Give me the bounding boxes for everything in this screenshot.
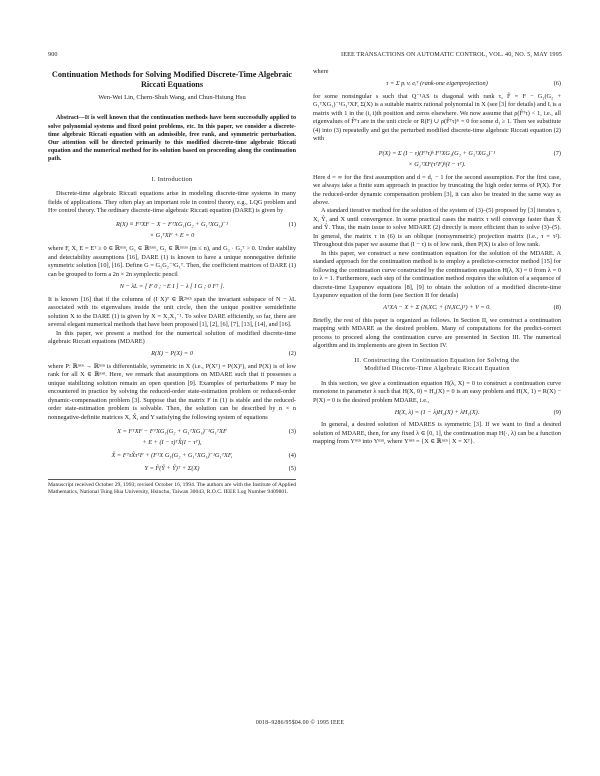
paper-title: Continuation Methods for Solving Modified Discrete-Time Algebraic Riccati Equations xyxy=(51,70,293,89)
equation-9-number: (9) xyxy=(553,408,561,416)
equation-4-body: X̂ = FᵀτX̂τᵀF + (FᵀX G₁(G₂ + G₁ᵀXG₁)⁻¹G₁ᵀXF, xyxy=(111,452,233,460)
equation-1-line-2: × G₁ᵀXF + E = 0 xyxy=(149,232,195,240)
equation-8 xyxy=(313,304,561,312)
equation-3-number: (3) xyxy=(288,428,296,436)
section-heading-2-line-1: II. Constructing the Continuation Equation for Solving the xyxy=(354,356,520,364)
section-2-paragraph-1: In this section, we give a continuation equation H(λ, X) = 0 to construct a continuation curve monotone in parameter λ such that H(X, 0) = H₀(X) = 0 is an easy problem and H(X, 1) = R(X) − P(X) = 0 is the desired problem MDARE, i.e., xyxy=(313,379,561,404)
body-paragraph-6: for some nonsingular s such that Q⁻¹AS is diagonal with rank τ, F̂ = F − G₁(G₂ + G₁ᵀXG₁)⁻¹G₁ᵀXF, Σ(X) is a suitable matrix rational polynomial in X (see [3] for details) and Iᵢ is a matrix with 1 in the (i, i)th position and zeros elsewhere. We now assume that ρ(F̂ᵀτ) < 1, i.e., all eigenvalues of F̂ᵀτ are in the unit circle or R(F) ∪ ρ(F̂ᵀτ)ᴷ = 0 for some d₁ ≥ 1. Then we substitute (4) into (3) repeatedly and get the perturbed modified discrete-time algebraic Riccati equation (2) with xyxy=(313,92,561,143)
equation-7-number: (7) xyxy=(553,149,561,157)
equation-2-body: R(X) − P(X) = 0 xyxy=(151,350,193,358)
equation-5-number: (5) xyxy=(288,464,296,472)
equation-8-number: (8) xyxy=(553,304,561,312)
symplectic-pencil-equation: N − λL = [ F 0 ; −E I ] − λ [ I G ; 0 Fᵀ ]. xyxy=(119,283,225,291)
footnote: Manuscript received October 29, 1993; revised October 16, 1994. The authors are with the Institute of Applied Mathematics, National Tsing Hua University, Hsinchu, Taiwan 30043, R.O.C. IEEE Log Number 9409801. xyxy=(48,479,296,497)
left-column xyxy=(48,68,296,497)
running-header: IEEE TRANSACTIONS ON AUTOMATIC CONTROL, VOL. 40, NO. 5, MAY 1995 xyxy=(341,51,562,58)
equation-3 xyxy=(48,426,296,448)
section-heading-2-line-2: Modified Discrete-Time Algebraic Riccati Equation xyxy=(364,365,510,373)
authors: Wen-Wei Lin, Chern-Shuh Wang, and Chun-Hsiung Hsu xyxy=(98,94,246,101)
body-paragraph-9: In this paper, we construct a new continuation equation for the solution of the MDARE. A standard approach for the continuation method is to employ a predictor-corrector method [15] for following the continuation curve constructed by the continuation equation H(λ, X) = 0 from λ = 0 to λ = 1. Furthermore, each step of the continuation method requires the solution of a sequence of discrete-time Lyapunov equations [8], [9] to obtain the solution of a modified discrete-time Lyapunov equation of the form (see Section II for details) xyxy=(313,249,561,299)
equation-6-body: τ = Σ pᵢ vᵢ eᵢᵀ (rank-one eigenprojection) xyxy=(386,80,488,88)
equation-8-body: AᵀXA − X + Σ (NᵢXCᵢ + (NᵢXCᵢ)ᵀ) + V = 0. xyxy=(383,304,491,312)
equation-2 xyxy=(48,350,296,358)
intro-paragraph-2: where F, X, E = Eᵀ ≥ 0 ∈ ℝⁿˣⁿ, G₁ ∈ ℝⁿˣᵐ, G₂ ∈ ℝᵐˣᵐ (m ≤ n), and G₂ · G₂ᵀ > 0. Under stability and detectability assumptions [16], DARE (1) is known to have a unique nonnegative definite symmetric solution [10], [16]. Define G = G₁G₂⁻¹G₁ᵀ. Then, the coefficient matrices of DARE (1) can be grouped to form a 2n × 2n symplectic pencil xyxy=(48,245,296,278)
equation-5-body: Y = F̂(Ŷ + Ŷ)ᵀ + Σ(X) xyxy=(144,464,200,472)
equation-5 xyxy=(48,465,296,473)
equation-7 xyxy=(313,148,561,170)
equation-3-line-2: + E + (I − τ)ᵀX̂(I − τᵀ), xyxy=(142,439,202,447)
equation-6 xyxy=(313,80,561,88)
intro-paragraph-5: where P: ℝⁿˣⁿ → ℝⁿˣⁿ is differentiable, symmetric in X (i.e., P(Xᵀ) = P(X)ᵀ), and P(X) is of low rank for all X ∈ ℝⁿˣⁿ. Here, we remark that assumptions on MDARE such that it possesses a unique stabilizing solution remain an open question [9]. Examples of perturbations P may be encountered in practice by solving the reduced-order state-estimation problem or reduced-order dynamic-compensation problem [3]. Suppose that the matrix F in (1) is stable and the reduced-order state-estimation problem is solvable. Then, the solution can be described by n × n nonnegative-definite matrices X, X̂, and Y satisfying the following system of equations xyxy=(48,362,296,421)
equation-3-line-1: X = FᵀXF − FᵀXG₁(G₂ + G₁ᵀXG₁)⁻¹G₁ᵀXF xyxy=(117,428,227,436)
equation-1 xyxy=(48,219,296,241)
intro-paragraph-1: Discrete-time algebraic Riccati equations arise in modeling discrete-time systems in many fields of applications. They often play an important role in control theory, e.g., LQG problem and H∞ control theory. The ordinary discrete-time algebraic Riccati equation (DARE) is given by xyxy=(48,190,296,215)
equation-7-line-2: × G₁ᵀXF(τᵀF)ᵏ(I − τᵀ). xyxy=(408,160,466,168)
equation-4 xyxy=(48,452,296,460)
section-heading-intro: I. Introduction xyxy=(151,175,193,183)
body-paragraph-10: Briefly, the rest of this paper is organized as follows. In Section II, we construct a continuation mapping with MDARE as the desired problem. Many of computations for the predict-correct process to proceed along the continuation curve are presented in Section III. The numerical algorithm and its implements are given in Section IV. xyxy=(313,316,561,350)
section-2-paragraph-2: In general, a desired solution of MDARES is symmetric [3]. If we want to find a desired solution of MDARE, then, for any fixed λ ∈ [0, 1], the continuation map H(·, λ) can be a function mapping from Υⁿˣⁿ into Υⁿˣⁿ, where Υⁿˣⁿ = {X ∈ ℝⁿˣⁿ | X = Xᵀ}. xyxy=(313,421,561,446)
page-number: 900 xyxy=(48,51,58,58)
right-column xyxy=(313,68,561,447)
equation-7-line-1: P(X) = Σ (I − τ)(Fᵀτ)ᵏ FᵀXG₁(G₂ + G₁ᵀXG₁)⁻¹ xyxy=(378,149,496,157)
equation-1-line-1: R(X) ≡ FᵀXF − X − FᵀXG₁(G₂ + G₁ᵀXG₁)⁻¹ xyxy=(115,221,229,229)
equation-1-number: (1) xyxy=(288,221,296,229)
equation-4-number: (4) xyxy=(288,452,296,460)
body-paragraph-7: Here d = ∞ for the first assumption and d = d₁ − 1 for the second assumption. For the first case, we always take a finite sum approach in practice by truncating the high order terms of P(X). For the reduced-order dynamic compensation problem [3], it can also be treated in the same way as above. xyxy=(313,173,561,206)
equation-9-body: H(X, λ) = (1 − λ)H₀(X) + λH₁(X). xyxy=(394,408,480,416)
publication-id: 0018–9286/95$04.00 © 1995 IEEE xyxy=(255,720,345,726)
where-label: where xyxy=(313,68,329,75)
intro-paragraph-4: In this paper, we present a method for the numerical solution of modified discrete-time algebraic Riccati equations (MDARE) xyxy=(48,329,296,346)
equation-9 xyxy=(313,409,561,417)
abstract: Abstract—It is well known that the continuation methods have been successfully applied to solve polynomial systems and fixed point problems, etc. In this paper, we consider a discrete-time algebraic Riccati equation with an admissible, free rank, and symmetric perturbation. Our attention will be directed primarily to this modified discrete-time algebraic Riccati equation and the numerical method for its solution based on proceeding along the continuation path. xyxy=(48,115,296,163)
intro-paragraph-3: It is known [16] that if the columns of (I X)ᵀ ∈ ℝ²ⁿˣⁿ span the invariant subspace of N − λL associated with its eigenvalues inside the unit circle, then the unique positive semidefinite solution X to the DARE (1) is given by X = X₂X₁⁻¹. To solve DARE efficiently, so far, there are several elegant numerical methods that have been proposed [1], [2], [6], [7], [13], [14], and [16]. xyxy=(48,295,296,329)
equation-6-number: (6) xyxy=(553,80,561,88)
body-paragraph-8: A standard iterative method for the solution of the system of (3)–(5) proposed by [3] iterates τ, X, Ŷ, and X until convergence. In some practical cases the matrix τ will converge faster than X̂ and Ŷ. Thus, the main issue to solve MDARE (2) directly is more efficient than to solve (3)–(5). In general, the matrix τ in (6) is an oblique (nonsymmetric) projection matrix (i.e., τ = τ²). Throughout this paper we assume that (I − τ) is of low rank, then P(X) is also of low rank. xyxy=(313,207,561,249)
section-heading-2 xyxy=(313,357,561,374)
equation-2-number: (2) xyxy=(288,350,296,358)
